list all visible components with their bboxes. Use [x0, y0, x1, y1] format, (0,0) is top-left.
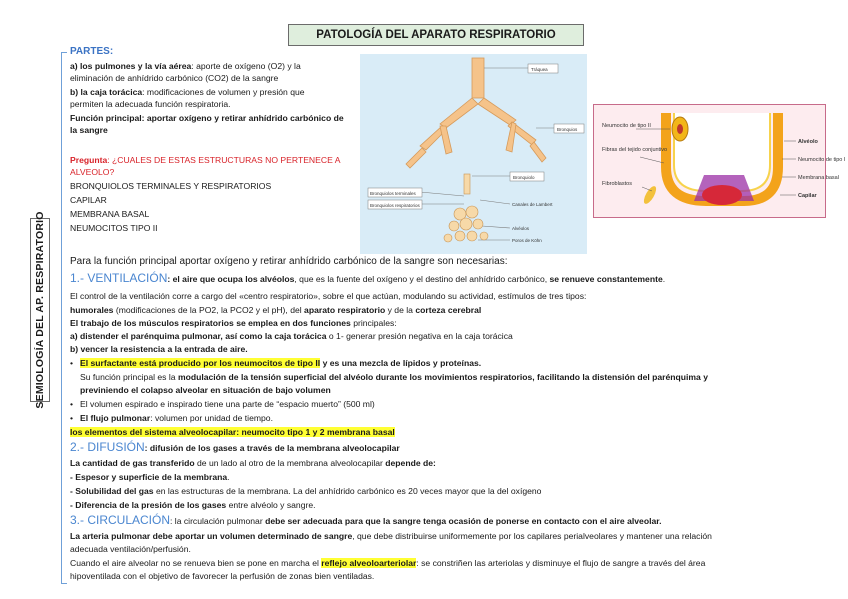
circ-line-2: adecuada ventilación/perfusión. [70, 544, 191, 554]
vent-line-3: El trabajo de los músculos respiratorios se emplea en dos funciones principales: [70, 318, 397, 328]
label-capilar: Capilar [798, 193, 817, 199]
volumen-line: • El volumen espirado e inspirado tiene una parte de “espacio muerto” (500 ml) [70, 399, 375, 409]
option-1: BRONQUIOLOS TERMINALES Y RESPIRATORIOS [70, 181, 272, 191]
label-fibroblastos: Fibroblastos [602, 181, 632, 187]
ventilacion-heading: 1.- VENTILACIÓN: el aire que ocupa los alvéolos, que es la fuente del oxígeno y el destino del anhídrido carbónico, se renueve constantemente. [70, 271, 666, 285]
circ-line-4: hipoventilada con el objetivo de favorecer la perfusión de zonas bien ventiladas. [70, 571, 375, 581]
label-traquea: Tráquea [531, 67, 548, 72]
pregunta-line2: ALVEOLO? [70, 167, 115, 177]
vent-line-1: El control de la ventilación corre a cargo del «centro respiratorio», sobre el que actúan, modulando su actividad, estímulos de tres tipos: [70, 291, 587, 301]
funcion-surfactante-line2: previniendo el colapso alveolar en situación de bajo volumen [80, 385, 331, 395]
section-bracket [61, 52, 67, 584]
label-poros-kohn: Poros de Köhn [512, 238, 542, 243]
partes-b: b) la caja torácica: modificaciones de volumen y presión que [70, 87, 305, 97]
funcion-principal-line2: la sangre [70, 125, 108, 135]
page-title: PATOLOGÍA DEL APARATO RESPIRATORIO [288, 24, 584, 46]
partes-heading: PARTES: [70, 46, 114, 57]
vent-line-4: a) distender el parénquima pulmonar, así como la caja torácica o 1- generar presión negativa en la caja torácica [70, 331, 513, 341]
circ-line-1: La arteria pulmonar debe aportar un volumen determinado de sangre, que debe distribuirse uniformemente por los capilares perialveolares y mantener una relación [70, 531, 712, 541]
circ-line-3: Cuando el aire alveolar no se renueva bien se pone en marcha el reflejo alveoloarteriolar: se constriñen las arteriolas y disminuye el flujo de sangre a través del área [70, 558, 706, 568]
label-bronquios: Bronquios [557, 127, 578, 132]
label-bronquiolos-respiratorios: Bronquiolos respiratorios [370, 203, 420, 208]
label-alveolo: Alvéolo [798, 139, 818, 145]
dif-line-3: - Solubilidad del gas en las estructuras de la membrana. La del anhídrido carbónico es 20 veces mayor que la del oxígeno [70, 486, 542, 496]
difusion-heading: 2.- DIFUSIÓN: difusión de los gases a través de la membrana alveolocapilar [70, 440, 400, 454]
option-2: CAPILAR [70, 195, 107, 205]
side-label: SEMIOLOGÍA DEL AP. RESPIRATORIO [34, 211, 46, 409]
dif-line-4: - Diferencia de la presión de los gases entre alvéolo y sangre. [70, 500, 316, 510]
funcion-principal: Función principal: aportar oxígeno y retirar anhídrido carbónico de [70, 113, 344, 123]
pregunta-line1: Pregunta: ¿CUALES DE ESTAS ESTRUCTURAS NO PERTENECE A [70, 155, 341, 165]
funcion-surfactante: Su función principal es la modulación de la tensión superficial del alvéolo durante los movimientos respiratorios, facilitando la distensión del parénquima y [80, 372, 709, 382]
partes-b-line2: permiten la adecuada función respiratoria. [70, 99, 231, 109]
label-membrana-basal: Membrana basal [798, 175, 839, 181]
dif-line-1: La cantidad de gas transferido de un lado al otro de la membrana alveolocapilar depende de: [70, 458, 436, 468]
label-fibras: Fibras del tejido conjuntivo [602, 147, 668, 153]
vent-line-5: b) vencer la resistencia a la entrada de aire. [70, 344, 248, 354]
flujo-line: • El flujo pulmonar: volumen por unidad de tiempo. [70, 413, 273, 423]
circulacion-heading: 3.- CIRCULACIÓN: la circulación pulmonar debe ser adecuada para que la sangre tenga ocasión de ponerse en contacto con el aire alveolar. [70, 513, 662, 527]
label-bronquiolo: Bronquiolo [513, 175, 535, 180]
partes-a: a) los pulmones y la vía aérea: aporte de oxígeno (O2) y la [70, 61, 301, 71]
intro-line: Para la función principal aportar oxígeno y retirar anhídrido carbónico de la sangre son necesarias: [70, 256, 508, 267]
surfactante-line: • El surfactante está producido por los neumocitos de tipo II y es una mezcla de lípidos y proteínas. [70, 358, 482, 368]
option-3: MEMBRANA BASAL [70, 209, 150, 219]
label-neumocito-i: Neumocito de tipo I [798, 157, 846, 163]
vent-line-2: humorales (modificaciones de la PO2, la PCO2 y el pH), del aparato respiratorio y de la corteza cerebral [70, 305, 482, 315]
airway-tree-figure [360, 54, 587, 254]
partes-a-line2: eliminación de anhídrido carbónico (CO2) de la sangre [70, 73, 279, 83]
dif-line-2: - Espesor y superficie de la membrana. [70, 472, 230, 482]
side-label-box [30, 211, 50, 409]
alveolus-figure [593, 104, 846, 218]
label-canales-lambert: Canales de Lambert [512, 202, 553, 207]
option-4: NEUMOCITOS TIPO II [70, 223, 158, 233]
label-alveolos: Alvéolos [512, 226, 530, 231]
label-neumocito-ii: Neumocito de tipo II [602, 123, 651, 129]
label-bronquiolos-terminales: Bronquiolos terminales [370, 191, 416, 196]
alveolocapilar-line: los elementos del sistema alveolocapilar: neumocito tipo 1 y 2 membrana basal [70, 427, 395, 437]
